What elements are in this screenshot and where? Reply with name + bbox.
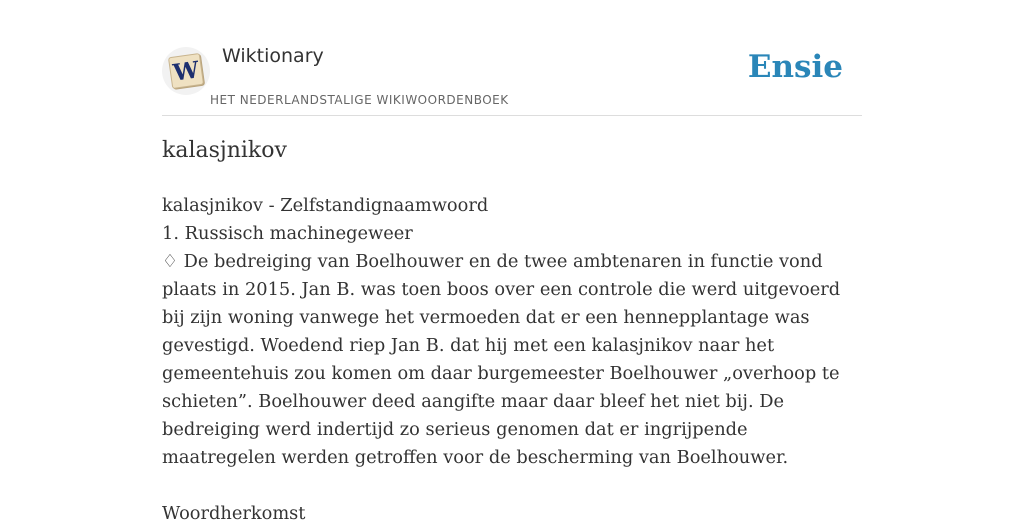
logo-letter: W: [171, 55, 201, 87]
part-of-speech-line: kalasjnikov - Zelfstandignaamwoord: [162, 195, 489, 216]
wiktionary-logo-icon[interactable]: [162, 47, 210, 95]
ensie-brand-logo[interactable]: Ensie: [747, 49, 843, 85]
entry-content: [162, 192, 862, 528]
entry-title: kalasjnikov: [162, 138, 287, 163]
logo-tile: [168, 53, 204, 89]
section-spacer: [162, 472, 862, 500]
site-subtitle: HET NEDERLANDSTALIGE WIKIWOORDENBOEK: [210, 93, 509, 107]
example-paragraph: ♢ De bedreiging van Boelhouwer en de twee ambtenaren in functie vond plaats in 2015. Jan B. was toen boos over een controle die werd uitgevoerd bij zijn woning vanwege het vermoeden dat er een hennepplantage was gevestigd. Woedend riep Jan B. dat hij met een kalasjnikov naar het gemeentehuis zou komen om daar burgemeester Boelhouwer „overhoop te schieten”. Boelhouwer deed aangifte maar daar bleef het niet bij. De bedreiging werd indertijd zo serieus genomen dat er ingrijpende maatregelen werden getroffen voor de bescherming van Boelhouwer.: [162, 251, 841, 468]
etymology-heading: Woordherkomst: [162, 503, 306, 524]
definition-line: 1. Russisch machinegeweer: [162, 223, 413, 244]
site-header: [162, 40, 862, 116]
site-title[interactable]: Wiktionary: [222, 45, 324, 67]
